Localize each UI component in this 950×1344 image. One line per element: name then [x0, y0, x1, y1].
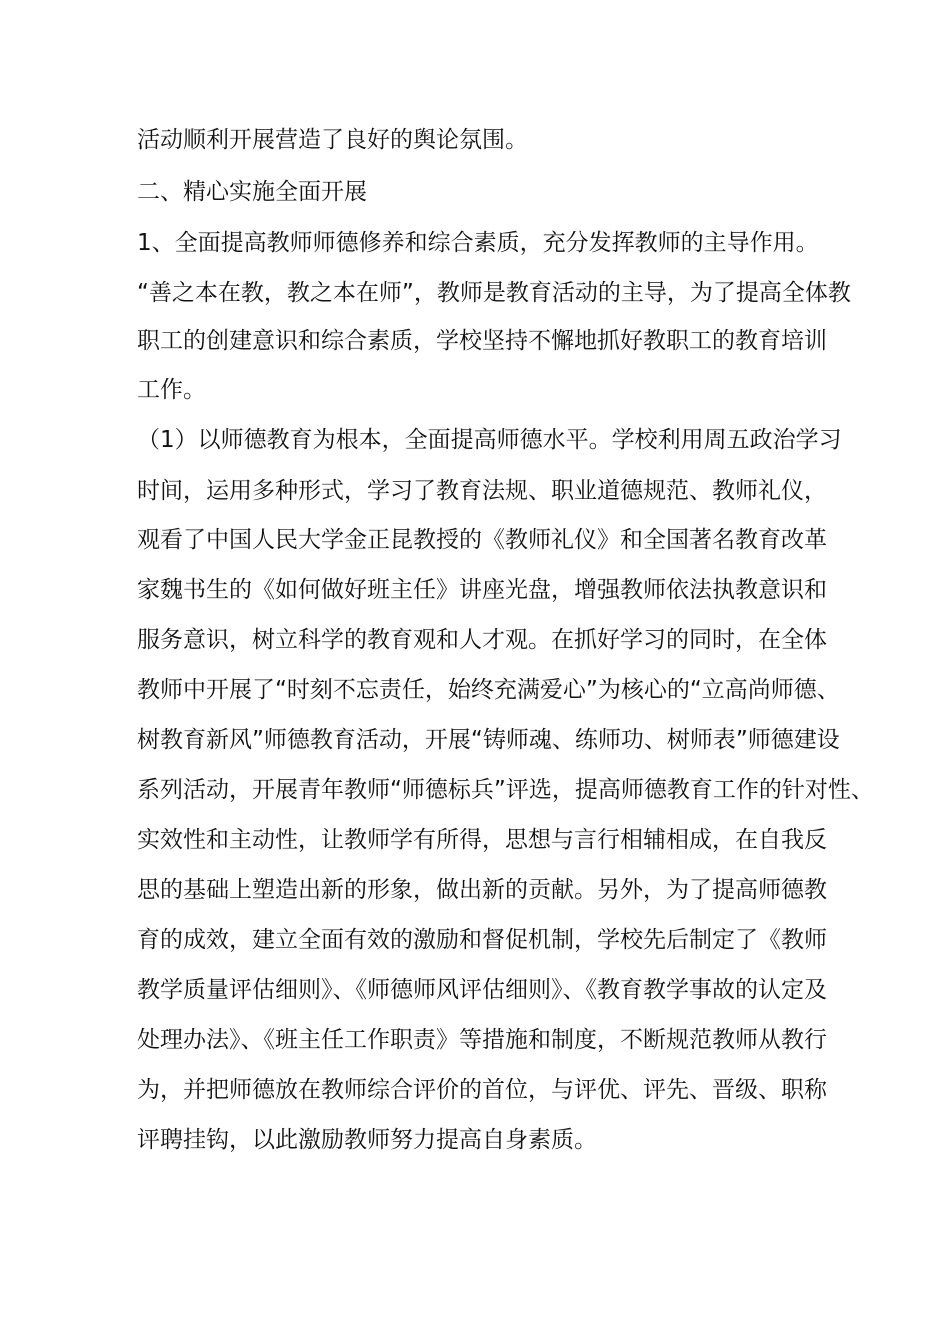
section-heading: 二、精心实施全面开展 — [137, 179, 367, 205]
text-line: 家魏书生的《如何做好班主任》讲座光盘，增强教师依法执教意识和 — [137, 577, 827, 603]
text-line: 工作。 — [137, 377, 206, 403]
text-line: 教师中开展了“时刻不忘责任，始终充满爱心”为核心的“立高尚师德、 — [137, 677, 840, 703]
text-line: 教学质量评估细则》、《师德师风评估细则》、《教育教学事故的认定及 — [137, 977, 827, 1003]
text-line: 为，并把师德放在教师综合评价的首位，与评优、评先、晋级、职称 — [137, 1077, 827, 1103]
text-line: “善之本在教，教之本在师”，教师是教育活动的主导，为了提高全体教 — [137, 280, 851, 306]
text-line: 服务意识，树立科学的教育观和人才观。在抓好学习的同时，在全体 — [137, 627, 827, 653]
text-line: 评聘挂钩，以此激励教师努力提高自身素质。 — [137, 1127, 597, 1153]
text-line: 观看了中国人民大学金正昆教授的《教师礼仪》和全国著名教育改革 — [137, 527, 827, 553]
text-line: （1）以师德教育为根本，全面提高师德水平。学校利用周五政治学习 — [137, 427, 842, 453]
text-line: 系列活动，开展青年教师“师德标兵”评选，提高师德教育工作的针对性、 — [137, 777, 874, 803]
text-line: 处理办法》、《班主任工作职责》等措施和制度，不断规范教师从教行 — [137, 1027, 827, 1053]
text-line: 思的基础上塑造出新的形象，做出新的贡献。另外，为了提高师德教 — [137, 877, 827, 903]
text-line: 实效性和主动性，让教师学有所得，思想与言行相辅相成，在自我反 — [137, 827, 827, 853]
subsection-heading: 1、全面提高教师师德修养和综合素质，充分发挥教师的主导作用。 — [137, 230, 819, 256]
text-line: 活动顺利开展营造了良好的舆论氛围。 — [137, 127, 528, 153]
text-line: 时间，运用多种形式，学习了教育法规、职业道德规范、教师礼仪， — [137, 478, 827, 504]
text-line: 育的成效，建立全面有效的激励和督促机制，学校先后制定了《教师 — [137, 927, 827, 953]
text-line: 树教育新风”师德教育活动，开展“铸师魂、练师功、树师表”师德建设 — [137, 727, 840, 753]
text-line: 职工的创建意识和综合素质，学校坚持不懈地抓好教职工的教育培训 — [137, 328, 827, 354]
